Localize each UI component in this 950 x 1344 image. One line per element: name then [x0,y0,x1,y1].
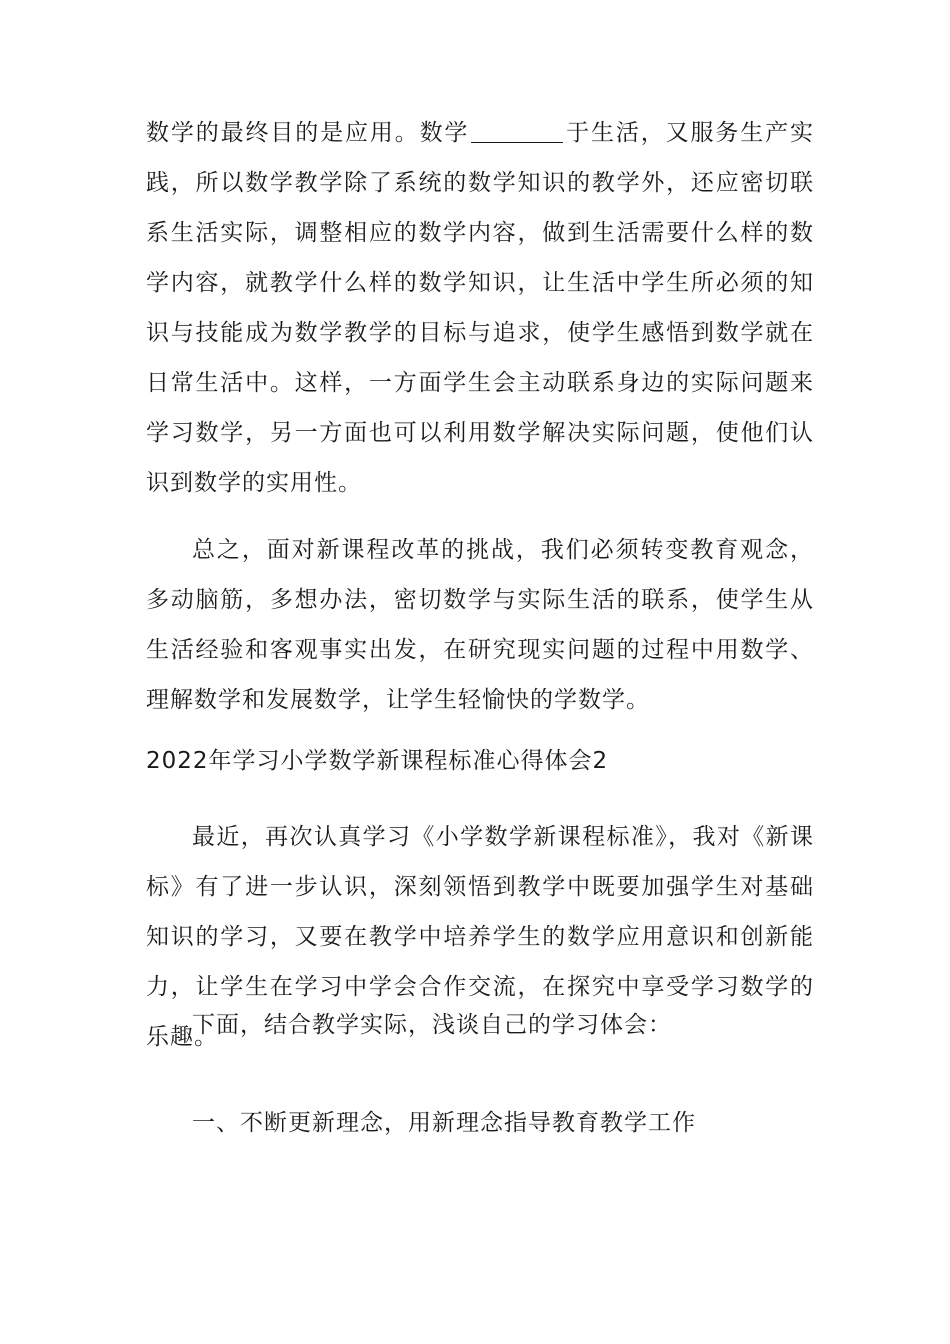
paragraph-application [146,108,814,508]
paragraph-intro: 最近，再次认真学习《小学数学新课程标准》，我对《新课标》有了进一步认识，深刻领悟到教学中既要加强学生对基础知识的学习，又要在教学中培养学生的数学应用意识和创新能力，让学生在学习中学会合作交流，在探究中享受学习数学的乐趣。 [146,824,814,1050]
fill-in-blank [471,118,563,143]
paragraph-point-one: 一、不断更新理念，用新理念指导教育教学工作 [192,1110,696,1136]
paragraph-conclusion: 总之，面对新课程改革的挑战，我们必须转变教育观念，多动脑筋，多想办法，密切数学与实际生活的联系，使学生从生活经验和客观事实出发，在研究现实问题的过程中用数学、理解数学和发展数学，让学生轻愉快的学数学。 [146,537,814,713]
paragraph-application-start: 数学的最终目的是应用。数学 [146,120,470,146]
paragraph-overview: 下面，结合教学实际，浅谈自己的学习体会： [192,1012,672,1038]
paragraph-application-rest: 所以数学教学除了系统的数学知识的教学外，还应密切联系生活实际，调整相应的数学内容，做到生活需要什么样的数学内容，就教学什么样的数学知识，让生活中学生所必须的知识与技能成为数学教学的目标与追求，使学生感悟到数学就在日常生活中。这样，一方面学生会主动联系身边的实际问题来学习数学，另一方面也可以利用数学解决实际问题，使他们认识到数学的实用性。 [146,170,815,496]
section-heading: 2022年学习小学数学新课程标准心得体会2 [146,748,609,774]
paragraph-application-continue: 于生活，又服务生产实践， [146,120,815,196]
